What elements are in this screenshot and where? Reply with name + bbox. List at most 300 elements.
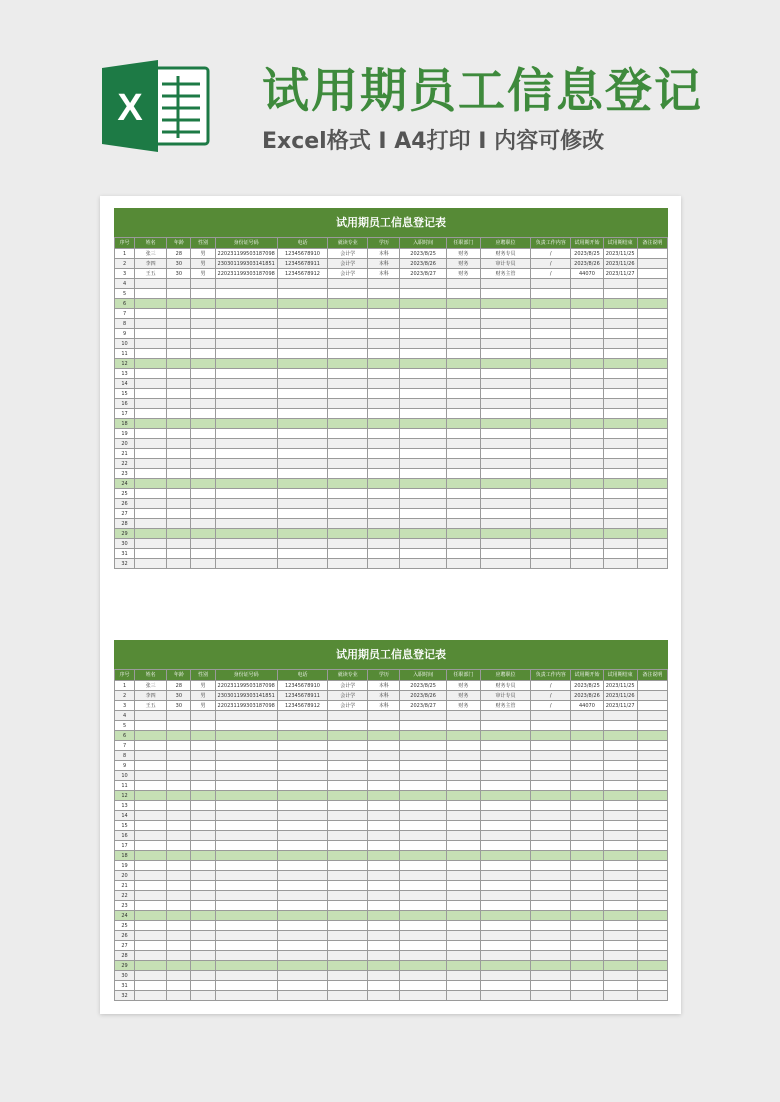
table-cell[interactable] xyxy=(167,731,191,741)
table-cell[interactable]: 25 xyxy=(115,489,135,499)
table-cell[interactable]: 财务 xyxy=(446,691,480,701)
table-cell[interactable] xyxy=(446,279,480,289)
table-cell[interactable] xyxy=(328,711,368,721)
table-cell[interactable] xyxy=(446,941,480,951)
table-cell[interactable] xyxy=(368,991,400,1001)
table-cell[interactable] xyxy=(135,851,167,861)
table-cell[interactable] xyxy=(446,911,480,921)
table-cell[interactable] xyxy=(400,489,446,499)
table-cell[interactable] xyxy=(135,409,167,419)
table-cell[interactable] xyxy=(368,931,400,941)
table-cell[interactable] xyxy=(480,539,530,549)
table-cell[interactable] xyxy=(531,981,571,991)
table-cell[interactable] xyxy=(277,861,327,871)
table-cell[interactable] xyxy=(637,711,667,721)
table-cell[interactable] xyxy=(215,921,277,931)
table-cell[interactable] xyxy=(277,911,327,921)
table-cell[interactable] xyxy=(368,489,400,499)
table-cell[interactable] xyxy=(215,981,277,991)
table-cell[interactable] xyxy=(531,299,571,309)
table-cell[interactable] xyxy=(603,761,637,771)
table-cell[interactable] xyxy=(531,771,571,781)
table-cell[interactable] xyxy=(446,971,480,981)
table-cell[interactable] xyxy=(328,309,368,319)
table-cell[interactable] xyxy=(571,479,603,489)
table-cell[interactable] xyxy=(603,279,637,289)
table-cell[interactable] xyxy=(603,791,637,801)
table-cell[interactable] xyxy=(135,881,167,891)
table-cell[interactable] xyxy=(637,339,667,349)
table-cell[interactable] xyxy=(531,881,571,891)
table-cell[interactable]: 12 xyxy=(115,359,135,369)
table-cell[interactable] xyxy=(446,771,480,781)
table-cell[interactable] xyxy=(637,911,667,921)
table-cell[interactable] xyxy=(215,409,277,419)
table-cell[interactable] xyxy=(637,751,667,761)
table-cell[interactable] xyxy=(531,761,571,771)
table-cell[interactable] xyxy=(191,379,215,389)
table-cell[interactable] xyxy=(135,339,167,349)
table-cell[interactable] xyxy=(603,289,637,299)
table-cell[interactable] xyxy=(368,821,400,831)
table-cell[interactable] xyxy=(571,941,603,951)
table-cell[interactable] xyxy=(603,549,637,559)
table-cell[interactable] xyxy=(571,871,603,881)
table-cell[interactable] xyxy=(480,921,530,931)
table-cell[interactable] xyxy=(328,329,368,339)
table-cell[interactable] xyxy=(531,399,571,409)
table-cell[interactable]: 12345678911 xyxy=(277,691,327,701)
table-cell[interactable] xyxy=(480,711,530,721)
table-cell[interactable] xyxy=(446,289,480,299)
table-cell[interactable] xyxy=(277,299,327,309)
table-cell[interactable] xyxy=(135,549,167,559)
table-cell[interactable] xyxy=(167,479,191,489)
table-cell[interactable]: 30 xyxy=(167,701,191,711)
table-cell[interactable] xyxy=(167,821,191,831)
table-cell[interactable] xyxy=(637,469,667,479)
table-cell[interactable] xyxy=(135,469,167,479)
table-cell[interactable] xyxy=(328,289,368,299)
table-cell[interactable] xyxy=(191,429,215,439)
table-cell[interactable] xyxy=(603,901,637,911)
table-cell[interactable] xyxy=(277,349,327,359)
table-cell[interactable] xyxy=(531,329,571,339)
table-cell[interactable]: 29 xyxy=(115,961,135,971)
table-cell[interactable] xyxy=(531,309,571,319)
table-cell[interactable]: / xyxy=(531,701,571,711)
table-cell[interactable] xyxy=(637,881,667,891)
table-cell[interactable] xyxy=(167,761,191,771)
table-cell[interactable] xyxy=(400,951,446,961)
table-cell[interactable] xyxy=(135,791,167,801)
table-cell[interactable] xyxy=(191,921,215,931)
table-cell[interactable] xyxy=(531,831,571,841)
table-cell[interactable] xyxy=(277,489,327,499)
table-cell[interactable] xyxy=(571,339,603,349)
table-cell[interactable] xyxy=(480,329,530,339)
table-cell[interactable] xyxy=(368,379,400,389)
table-cell[interactable] xyxy=(480,911,530,921)
table-cell[interactable] xyxy=(167,951,191,961)
table-cell[interactable] xyxy=(637,269,667,279)
table-cell[interactable] xyxy=(277,449,327,459)
table-cell[interactable] xyxy=(328,751,368,761)
table-cell[interactable] xyxy=(191,731,215,741)
table-cell[interactable] xyxy=(135,811,167,821)
table-cell[interactable] xyxy=(400,329,446,339)
table-cell[interactable] xyxy=(637,459,667,469)
table-cell[interactable] xyxy=(446,751,480,761)
table-cell[interactable] xyxy=(480,359,530,369)
table-cell[interactable] xyxy=(191,279,215,289)
table-cell[interactable] xyxy=(603,399,637,409)
table-cell[interactable]: 30 xyxy=(115,971,135,981)
table-cell[interactable] xyxy=(191,971,215,981)
table-cell[interactable] xyxy=(446,369,480,379)
table-cell[interactable] xyxy=(480,881,530,891)
table-cell[interactable] xyxy=(328,559,368,569)
table-cell[interactable] xyxy=(446,801,480,811)
table-cell[interactable] xyxy=(446,811,480,821)
table-cell[interactable] xyxy=(191,981,215,991)
table-cell[interactable]: 14 xyxy=(115,379,135,389)
table-cell[interactable] xyxy=(480,801,530,811)
table-cell[interactable] xyxy=(446,781,480,791)
table-cell[interactable] xyxy=(571,821,603,831)
table-cell[interactable] xyxy=(637,319,667,329)
table-cell[interactable] xyxy=(531,359,571,369)
table-cell[interactable] xyxy=(191,319,215,329)
table-cell[interactable] xyxy=(480,509,530,519)
table-cell[interactable] xyxy=(368,801,400,811)
table-cell[interactable] xyxy=(277,439,327,449)
table-cell[interactable] xyxy=(277,781,327,791)
table-cell[interactable] xyxy=(135,499,167,509)
table-cell[interactable] xyxy=(480,721,530,731)
table-cell[interactable]: 本科 xyxy=(368,681,400,691)
table-cell[interactable] xyxy=(167,841,191,851)
table-cell[interactable] xyxy=(400,981,446,991)
table-cell[interactable]: 2 xyxy=(115,259,135,269)
table-cell[interactable] xyxy=(400,801,446,811)
table-cell[interactable] xyxy=(215,529,277,539)
table-cell[interactable]: 18 xyxy=(115,851,135,861)
table-cell[interactable] xyxy=(191,349,215,359)
table-cell[interactable] xyxy=(603,469,637,479)
table-cell[interactable] xyxy=(215,289,277,299)
table-cell[interactable] xyxy=(215,881,277,891)
table-cell[interactable] xyxy=(480,871,530,881)
table-cell[interactable] xyxy=(215,339,277,349)
table-cell[interactable] xyxy=(368,529,400,539)
table-cell[interactable] xyxy=(167,771,191,781)
table-cell[interactable]: 28 xyxy=(115,519,135,529)
table-cell[interactable] xyxy=(328,911,368,921)
table-cell[interactable] xyxy=(400,821,446,831)
table-cell[interactable] xyxy=(603,731,637,741)
table-cell[interactable] xyxy=(603,339,637,349)
table-cell[interactable] xyxy=(446,891,480,901)
table-cell[interactable] xyxy=(480,761,530,771)
table-cell[interactable] xyxy=(368,761,400,771)
table-cell[interactable]: 19 xyxy=(115,861,135,871)
table-cell[interactable] xyxy=(603,369,637,379)
table-cell[interactable] xyxy=(167,559,191,569)
table-cell[interactable] xyxy=(531,791,571,801)
table-cell[interactable] xyxy=(215,891,277,901)
table-cell[interactable] xyxy=(135,741,167,751)
table-cell[interactable] xyxy=(571,389,603,399)
table-cell[interactable] xyxy=(191,549,215,559)
table-cell[interactable] xyxy=(446,841,480,851)
table-cell[interactable]: 本科 xyxy=(368,701,400,711)
table-cell[interactable] xyxy=(637,681,667,691)
table-cell[interactable] xyxy=(167,449,191,459)
table-cell[interactable] xyxy=(215,549,277,559)
table-cell[interactable] xyxy=(191,901,215,911)
table-cell[interactable] xyxy=(531,921,571,931)
table-cell[interactable] xyxy=(531,489,571,499)
table-cell[interactable]: 2023/8/26 xyxy=(571,259,603,269)
table-cell[interactable] xyxy=(215,559,277,569)
table-cell[interactable] xyxy=(637,991,667,1001)
table-cell[interactable] xyxy=(167,529,191,539)
table-cell[interactable] xyxy=(368,329,400,339)
table-cell[interactable]: 220231199503187098 xyxy=(215,681,277,691)
table-cell[interactable]: 3 xyxy=(115,269,135,279)
table-cell[interactable] xyxy=(167,409,191,419)
table-cell[interactable] xyxy=(167,349,191,359)
table-cell[interactable] xyxy=(368,791,400,801)
table-cell[interactable] xyxy=(215,349,277,359)
table-cell[interactable] xyxy=(400,479,446,489)
table-cell[interactable] xyxy=(637,499,667,509)
table-cell[interactable]: 财务 xyxy=(446,259,480,269)
table-cell[interactable] xyxy=(446,901,480,911)
table-cell[interactable] xyxy=(135,489,167,499)
table-cell[interactable] xyxy=(531,931,571,941)
table-cell[interactable] xyxy=(215,861,277,871)
table-cell[interactable] xyxy=(191,289,215,299)
table-cell[interactable]: / xyxy=(531,249,571,259)
table-cell[interactable] xyxy=(135,801,167,811)
table-cell[interactable] xyxy=(215,479,277,489)
table-cell[interactable] xyxy=(480,971,530,981)
table-cell[interactable] xyxy=(368,901,400,911)
table-cell[interactable] xyxy=(215,721,277,731)
table-cell[interactable] xyxy=(571,429,603,439)
table-cell[interactable] xyxy=(446,489,480,499)
table-cell[interactable] xyxy=(215,419,277,429)
table-cell[interactable] xyxy=(480,741,530,751)
table-cell[interactable] xyxy=(277,961,327,971)
table-cell[interactable] xyxy=(603,459,637,469)
table-cell[interactable] xyxy=(637,549,667,559)
table-cell[interactable]: 2023/11/25 xyxy=(603,681,637,691)
table-cell[interactable] xyxy=(215,309,277,319)
table-cell[interactable] xyxy=(603,539,637,549)
table-cell[interactable] xyxy=(191,851,215,861)
table-cell[interactable] xyxy=(135,479,167,489)
table-cell[interactable] xyxy=(637,941,667,951)
table-cell[interactable] xyxy=(637,861,667,871)
table-cell[interactable] xyxy=(400,279,446,289)
table-cell[interactable] xyxy=(400,409,446,419)
table-cell[interactable]: 会计学 xyxy=(328,269,368,279)
table-cell[interactable] xyxy=(215,851,277,861)
table-cell[interactable] xyxy=(603,861,637,871)
table-cell[interactable] xyxy=(571,741,603,751)
table-cell[interactable] xyxy=(368,439,400,449)
table-cell[interactable]: 4 xyxy=(115,711,135,721)
table-cell[interactable] xyxy=(328,279,368,289)
table-cell[interactable] xyxy=(637,509,667,519)
table-cell[interactable] xyxy=(637,741,667,751)
table-cell[interactable] xyxy=(368,841,400,851)
table-cell[interactable] xyxy=(135,841,167,851)
table-cell[interactable] xyxy=(215,931,277,941)
table-cell[interactable] xyxy=(603,489,637,499)
table-cell[interactable]: 1 xyxy=(115,249,135,259)
table-cell[interactable] xyxy=(571,459,603,469)
table-cell[interactable] xyxy=(400,961,446,971)
table-cell[interactable] xyxy=(167,911,191,921)
table-cell[interactable] xyxy=(328,399,368,409)
table-cell[interactable] xyxy=(277,539,327,549)
table-cell[interactable] xyxy=(531,349,571,359)
table-cell[interactable] xyxy=(531,741,571,751)
table-cell[interactable] xyxy=(637,409,667,419)
table-cell[interactable] xyxy=(277,721,327,731)
table-cell[interactable] xyxy=(135,931,167,941)
table-cell[interactable]: 财务专员 xyxy=(480,249,530,259)
table-cell[interactable] xyxy=(637,871,667,881)
table-cell[interactable] xyxy=(277,811,327,821)
table-cell[interactable] xyxy=(191,469,215,479)
table-cell[interactable]: 会计学 xyxy=(328,681,368,691)
table-cell[interactable] xyxy=(446,419,480,429)
table-cell[interactable] xyxy=(480,941,530,951)
table-cell[interactable] xyxy=(637,821,667,831)
table-cell[interactable] xyxy=(603,299,637,309)
table-cell[interactable]: 13 xyxy=(115,801,135,811)
table-cell[interactable]: 2023/8/25 xyxy=(400,249,446,259)
table-cell[interactable] xyxy=(215,329,277,339)
table-cell[interactable] xyxy=(167,299,191,309)
table-cell[interactable] xyxy=(637,891,667,901)
table-cell[interactable] xyxy=(328,841,368,851)
table-cell[interactable] xyxy=(328,871,368,881)
table-cell[interactable] xyxy=(637,801,667,811)
table-cell[interactable] xyxy=(135,981,167,991)
table-cell[interactable] xyxy=(571,831,603,841)
table-cell[interactable] xyxy=(571,931,603,941)
table-cell[interactable] xyxy=(446,831,480,841)
table-cell[interactable] xyxy=(637,559,667,569)
table-cell[interactable] xyxy=(603,941,637,951)
table-cell[interactable] xyxy=(400,771,446,781)
table-cell[interactable]: 23 xyxy=(115,901,135,911)
table-cell[interactable] xyxy=(400,509,446,519)
table-cell[interactable]: 28 xyxy=(115,951,135,961)
table-cell[interactable]: 220231199303187098 xyxy=(215,701,277,711)
table-cell[interactable] xyxy=(400,529,446,539)
table-cell[interactable] xyxy=(167,941,191,951)
table-cell[interactable] xyxy=(571,961,603,971)
table-cell[interactable] xyxy=(215,459,277,469)
table-cell[interactable] xyxy=(571,891,603,901)
table-cell[interactable] xyxy=(400,549,446,559)
table-cell[interactable] xyxy=(446,821,480,831)
table-cell[interactable]: 2023/8/27 xyxy=(400,701,446,711)
table-cell[interactable]: 男 xyxy=(191,269,215,279)
table-cell[interactable] xyxy=(446,881,480,891)
table-cell[interactable] xyxy=(277,821,327,831)
table-cell[interactable] xyxy=(480,731,530,741)
table-cell[interactable] xyxy=(480,379,530,389)
table-cell[interactable] xyxy=(191,751,215,761)
table-cell[interactable] xyxy=(167,981,191,991)
table-cell[interactable] xyxy=(531,891,571,901)
table-cell[interactable]: 17 xyxy=(115,841,135,851)
table-cell[interactable] xyxy=(191,529,215,539)
table-cell[interactable] xyxy=(328,509,368,519)
table-cell[interactable] xyxy=(215,761,277,771)
table-cell[interactable] xyxy=(277,921,327,931)
table-cell[interactable] xyxy=(135,901,167,911)
table-cell[interactable]: 李四 xyxy=(135,691,167,701)
table-cell[interactable] xyxy=(400,419,446,429)
table-cell[interactable]: 20 xyxy=(115,439,135,449)
table-cell[interactable] xyxy=(400,539,446,549)
table-cell[interactable] xyxy=(637,791,667,801)
table-cell[interactable] xyxy=(446,871,480,881)
table-cell[interactable] xyxy=(571,279,603,289)
table-cell[interactable]: 7 xyxy=(115,741,135,751)
table-cell[interactable]: 会计学 xyxy=(328,249,368,259)
table-cell[interactable] xyxy=(531,539,571,549)
table-cell[interactable]: 12345678910 xyxy=(277,249,327,259)
table-cell[interactable]: 32 xyxy=(115,991,135,1001)
table-cell[interactable] xyxy=(167,831,191,841)
table-cell[interactable] xyxy=(167,881,191,891)
table-cell[interactable] xyxy=(446,519,480,529)
table-cell[interactable] xyxy=(571,329,603,339)
table-cell[interactable] xyxy=(328,349,368,359)
table-cell[interactable] xyxy=(368,289,400,299)
table-cell[interactable] xyxy=(571,529,603,539)
table-cell[interactable]: 8 xyxy=(115,751,135,761)
table-cell[interactable] xyxy=(480,369,530,379)
table-cell[interactable] xyxy=(328,831,368,841)
table-cell[interactable] xyxy=(368,951,400,961)
table-cell[interactable] xyxy=(368,509,400,519)
table-cell[interactable] xyxy=(191,439,215,449)
table-cell[interactable] xyxy=(400,519,446,529)
table-cell[interactable] xyxy=(328,901,368,911)
table-cell[interactable] xyxy=(191,409,215,419)
table-cell[interactable] xyxy=(571,379,603,389)
table-cell[interactable] xyxy=(277,359,327,369)
table-cell[interactable] xyxy=(135,459,167,469)
table-cell[interactable]: 220231199503187098 xyxy=(215,249,277,259)
table-cell[interactable] xyxy=(277,991,327,1001)
table-cell[interactable] xyxy=(328,389,368,399)
table-cell[interactable] xyxy=(400,731,446,741)
table-cell[interactable]: 24 xyxy=(115,911,135,921)
table-cell[interactable]: 会计学 xyxy=(328,691,368,701)
